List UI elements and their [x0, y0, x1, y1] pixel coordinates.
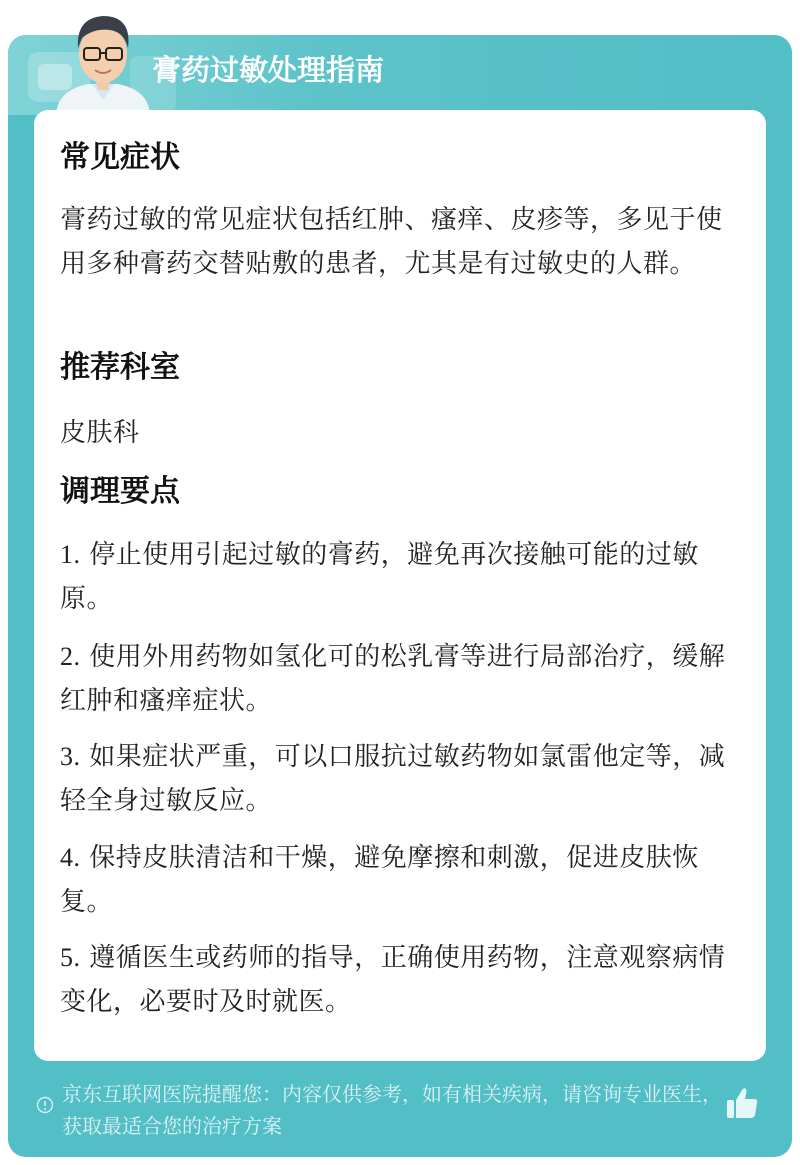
- page-title: 膏药过敏处理指南: [152, 53, 385, 87]
- thumbs-up-icon[interactable]: [722, 1082, 762, 1122]
- list-item: [60, 836, 730, 924]
- department-text: 皮肤科: [60, 418, 140, 448]
- list-item: [60, 936, 730, 1024]
- disclaimer-text: 京东互联网医院提醒您：内容仅供参考，如有相关疾病，请咨询专业医生，获取最适合您的治疗方案: [62, 1082, 722, 1138]
- list-item-number: 2.: [60, 642, 81, 671]
- list-item-text: 遵循医生或药师的指导，正确使用药物，注意观察病情变化，必要时及时就医。: [60, 943, 726, 1017]
- list-item: [60, 635, 730, 723]
- list-item-number: 1.: [60, 540, 81, 569]
- list-item-number: 5.: [60, 943, 81, 972]
- list-item-text: 停止使用引起过敏的膏药，避免再次接触可能的过敏原。: [60, 540, 699, 614]
- doctor-avatar: [48, 4, 158, 114]
- section-heading-symptoms: 常见症状: [60, 140, 180, 175]
- list-item-number: 4.: [60, 843, 81, 872]
- info-icon: [36, 1096, 54, 1114]
- section-heading-care-points: 调理要点: [60, 474, 180, 509]
- list-item-text: 使用外用药物如氢化可的松乳膏等进行局部治疗，缓解红肿和瘙痒症状。: [60, 642, 726, 716]
- section-heading-department: 推荐科室: [60, 350, 180, 385]
- list-item-text: 保持皮肤清洁和干燥，避免摩擦和刺激，促进皮肤恢复。: [60, 843, 699, 917]
- symptoms-text: 膏药过敏的常见症状包括红肿、瘙痒、皮疹等，多见于使用多种膏药交替贴敷的患者，尤其是有过敏史的人群。: [60, 205, 723, 279]
- list-item-number: 3.: [60, 742, 81, 771]
- list-item: [60, 533, 730, 621]
- list-item-text: 如果症状严重，可以口服抗过敏药物如氯雷他定等，减轻全身过敏反应。: [60, 742, 726, 816]
- list-item: [60, 735, 730, 823]
